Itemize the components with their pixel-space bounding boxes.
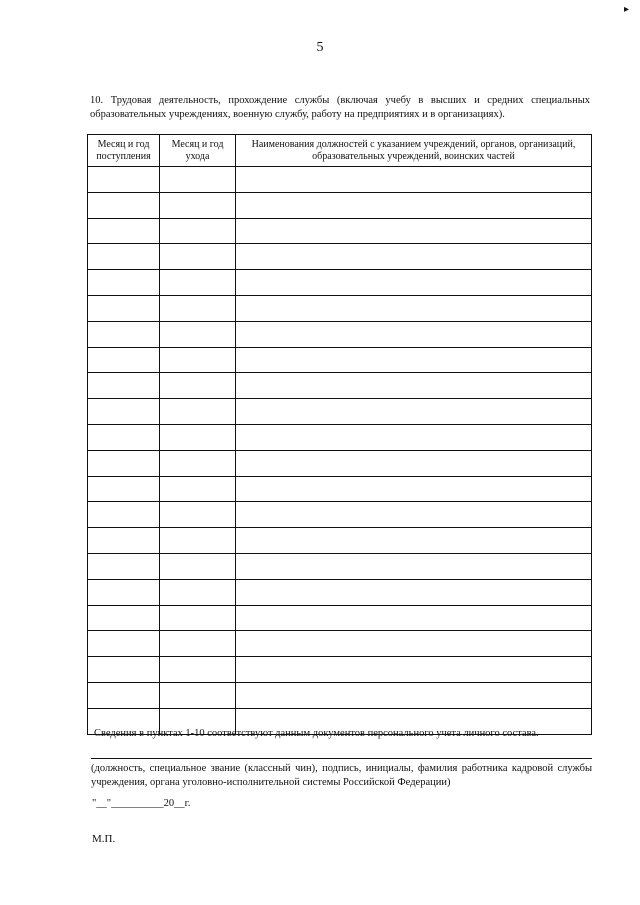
table-row bbox=[88, 682, 592, 708]
cell-end-date[interactable] bbox=[160, 244, 236, 270]
cell-end-date[interactable] bbox=[160, 553, 236, 579]
cell-position-organization[interactable] bbox=[236, 424, 592, 450]
cell-end-date[interactable] bbox=[160, 192, 236, 218]
table-row bbox=[88, 502, 592, 528]
cell-end-date[interactable] bbox=[160, 682, 236, 708]
cell-start-date[interactable] bbox=[88, 167, 160, 193]
cell-start-date[interactable] bbox=[88, 450, 160, 476]
table-row bbox=[88, 450, 592, 476]
cell-position-organization[interactable] bbox=[236, 657, 592, 683]
date-field: "__"__________20__г. bbox=[92, 798, 191, 809]
cell-end-date[interactable] bbox=[160, 605, 236, 631]
table-row bbox=[88, 528, 592, 554]
table-row bbox=[88, 476, 592, 502]
cell-end-date[interactable] bbox=[160, 657, 236, 683]
table-row bbox=[88, 270, 592, 296]
cell-end-date[interactable] bbox=[160, 631, 236, 657]
cell-end-date[interactable] bbox=[160, 528, 236, 554]
cell-start-date[interactable] bbox=[88, 553, 160, 579]
cell-position-organization[interactable] bbox=[236, 167, 592, 193]
signature-line bbox=[91, 758, 592, 759]
cell-start-date[interactable] bbox=[88, 192, 160, 218]
cell-start-date[interactable] bbox=[88, 502, 160, 528]
cell-end-date[interactable] bbox=[160, 424, 236, 450]
table-row bbox=[88, 605, 592, 631]
cell-position-organization[interactable] bbox=[236, 321, 592, 347]
table-row bbox=[88, 295, 592, 321]
signature-caption: (должность, специальное звание (классный чин), подпись, инициалы, фамилия работника кадровой службы учреждения, органа уголовно-исполнительной системы Российской Федерации) bbox=[91, 763, 592, 788]
cell-end-date[interactable] bbox=[160, 579, 236, 605]
cell-position-organization[interactable] bbox=[236, 347, 592, 373]
table-row bbox=[88, 167, 592, 193]
table-row bbox=[88, 657, 592, 683]
cell-position-organization[interactable] bbox=[236, 631, 592, 657]
header-end-date: Месяц и год ухода bbox=[160, 135, 236, 167]
cell-position-organization[interactable] bbox=[236, 399, 592, 425]
cell-position-organization[interactable] bbox=[236, 295, 592, 321]
cell-position-organization[interactable] bbox=[236, 579, 592, 605]
cell-start-date[interactable] bbox=[88, 399, 160, 425]
cell-position-organization[interactable] bbox=[236, 192, 592, 218]
section-heading: 10. Трудовая деятельность, прохождение службы (включая учебу в высших и средних специальных образовательных учреждениях, военную службу, работу на предприятиях и в организациях). bbox=[90, 95, 590, 120]
cell-start-date[interactable] bbox=[88, 579, 160, 605]
cell-start-date[interactable] bbox=[88, 528, 160, 554]
cell-position-organization[interactable] bbox=[236, 270, 592, 296]
cell-start-date[interactable] bbox=[88, 631, 160, 657]
cell-start-date[interactable] bbox=[88, 476, 160, 502]
table-row bbox=[88, 321, 592, 347]
cell-end-date[interactable] bbox=[160, 399, 236, 425]
page-number: 5 bbox=[316, 40, 324, 55]
cell-end-date[interactable] bbox=[160, 295, 236, 321]
table-row bbox=[88, 399, 592, 425]
cell-start-date[interactable] bbox=[88, 347, 160, 373]
table-row bbox=[88, 579, 592, 605]
table-row bbox=[88, 347, 592, 373]
cell-position-organization[interactable] bbox=[236, 605, 592, 631]
cell-start-date[interactable] bbox=[88, 605, 160, 631]
table-row bbox=[88, 373, 592, 399]
cell-position-organization[interactable] bbox=[236, 244, 592, 270]
cell-start-date[interactable] bbox=[88, 682, 160, 708]
cell-end-date[interactable] bbox=[160, 321, 236, 347]
cell-end-date[interactable] bbox=[160, 218, 236, 244]
corner-mark: ▸ bbox=[624, 4, 630, 15]
table-row bbox=[88, 192, 592, 218]
employment-history-table bbox=[87, 134, 592, 735]
cell-end-date[interactable] bbox=[160, 270, 236, 296]
header-position-organization: Наименования должностей с указанием учреждений, органов, организаций, образовательных учреждений, воинских частей bbox=[236, 135, 592, 167]
cell-position-organization[interactable] bbox=[236, 373, 592, 399]
confirmation-statement: Сведения в пунктах 1-10 соответствуют данным документов персонального учета личного состава. bbox=[94, 728, 539, 739]
seal-label: М.П. bbox=[92, 833, 116, 845]
cell-end-date[interactable] bbox=[160, 476, 236, 502]
cell-start-date[interactable] bbox=[88, 373, 160, 399]
cell-position-organization[interactable] bbox=[236, 553, 592, 579]
table-header-row bbox=[88, 135, 592, 167]
cell-end-date[interactable] bbox=[160, 502, 236, 528]
cell-start-date[interactable] bbox=[88, 270, 160, 296]
cell-position-organization[interactable] bbox=[236, 528, 592, 554]
table-row bbox=[88, 218, 592, 244]
cell-end-date[interactable] bbox=[160, 347, 236, 373]
cell-end-date[interactable] bbox=[160, 373, 236, 399]
cell-start-date[interactable] bbox=[88, 424, 160, 450]
cell-end-date[interactable] bbox=[160, 167, 236, 193]
table-row bbox=[88, 424, 592, 450]
table-row bbox=[88, 631, 592, 657]
cell-start-date[interactable] bbox=[88, 657, 160, 683]
cell-start-date[interactable] bbox=[88, 295, 160, 321]
table-row bbox=[88, 553, 592, 579]
cell-position-organization[interactable] bbox=[236, 476, 592, 502]
cell-start-date[interactable] bbox=[88, 244, 160, 270]
cell-position-organization[interactable] bbox=[236, 218, 592, 244]
cell-start-date[interactable] bbox=[88, 321, 160, 347]
cell-start-date[interactable] bbox=[88, 218, 160, 244]
cell-position-organization[interactable] bbox=[236, 502, 592, 528]
cell-position-organization[interactable] bbox=[236, 682, 592, 708]
table-body bbox=[88, 167, 592, 735]
header-start-date: Месяц и год поступления bbox=[88, 135, 160, 167]
cell-end-date[interactable] bbox=[160, 450, 236, 476]
table-row bbox=[88, 244, 592, 270]
cell-position-organization[interactable] bbox=[236, 450, 592, 476]
